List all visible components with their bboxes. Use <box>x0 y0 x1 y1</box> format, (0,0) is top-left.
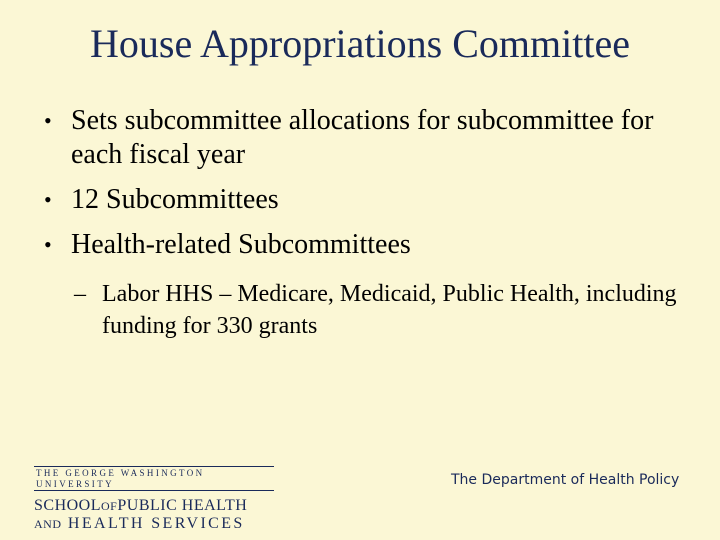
bullet-dot-icon: • <box>44 232 52 257</box>
school-name-line1: SCHOOLOFPUBLIC HEALTH <box>34 497 248 514</box>
bullet-item <box>44 228 684 262</box>
bullet-list <box>44 104 684 273</box>
bullet-item <box>44 104 684 172</box>
bullet-dot-icon: • <box>44 187 52 212</box>
bullet-text: Sets subcommittee allocations for subcommittee for each fiscal year <box>71 105 654 170</box>
dash-icon: – <box>74 281 86 307</box>
sub-bullet-item <box>74 278 684 342</box>
university-name: THE GEORGE WASHINGTON UNIVERSITY <box>34 467 274 491</box>
bullet-text: 12 Subcommittees <box>71 184 279 215</box>
gwu-sphhs-logo <box>34 466 274 533</box>
slide-title: House Appropriations Committee <box>90 21 630 66</box>
department-name: The Department of Health Policy <box>451 472 680 488</box>
sub-bullet-text: Labor HHS – Medicare, Medicaid, Public Health, including funding for 330 grants <box>102 281 677 339</box>
bullet-dot-icon: • <box>44 108 52 133</box>
school-name-line2: AND HEALTH SERVICES <box>34 515 245 532</box>
sub-bullet-list <box>74 278 684 342</box>
bullet-item <box>44 183 684 217</box>
bullet-text: Health-related Subcommittees <box>71 229 411 260</box>
